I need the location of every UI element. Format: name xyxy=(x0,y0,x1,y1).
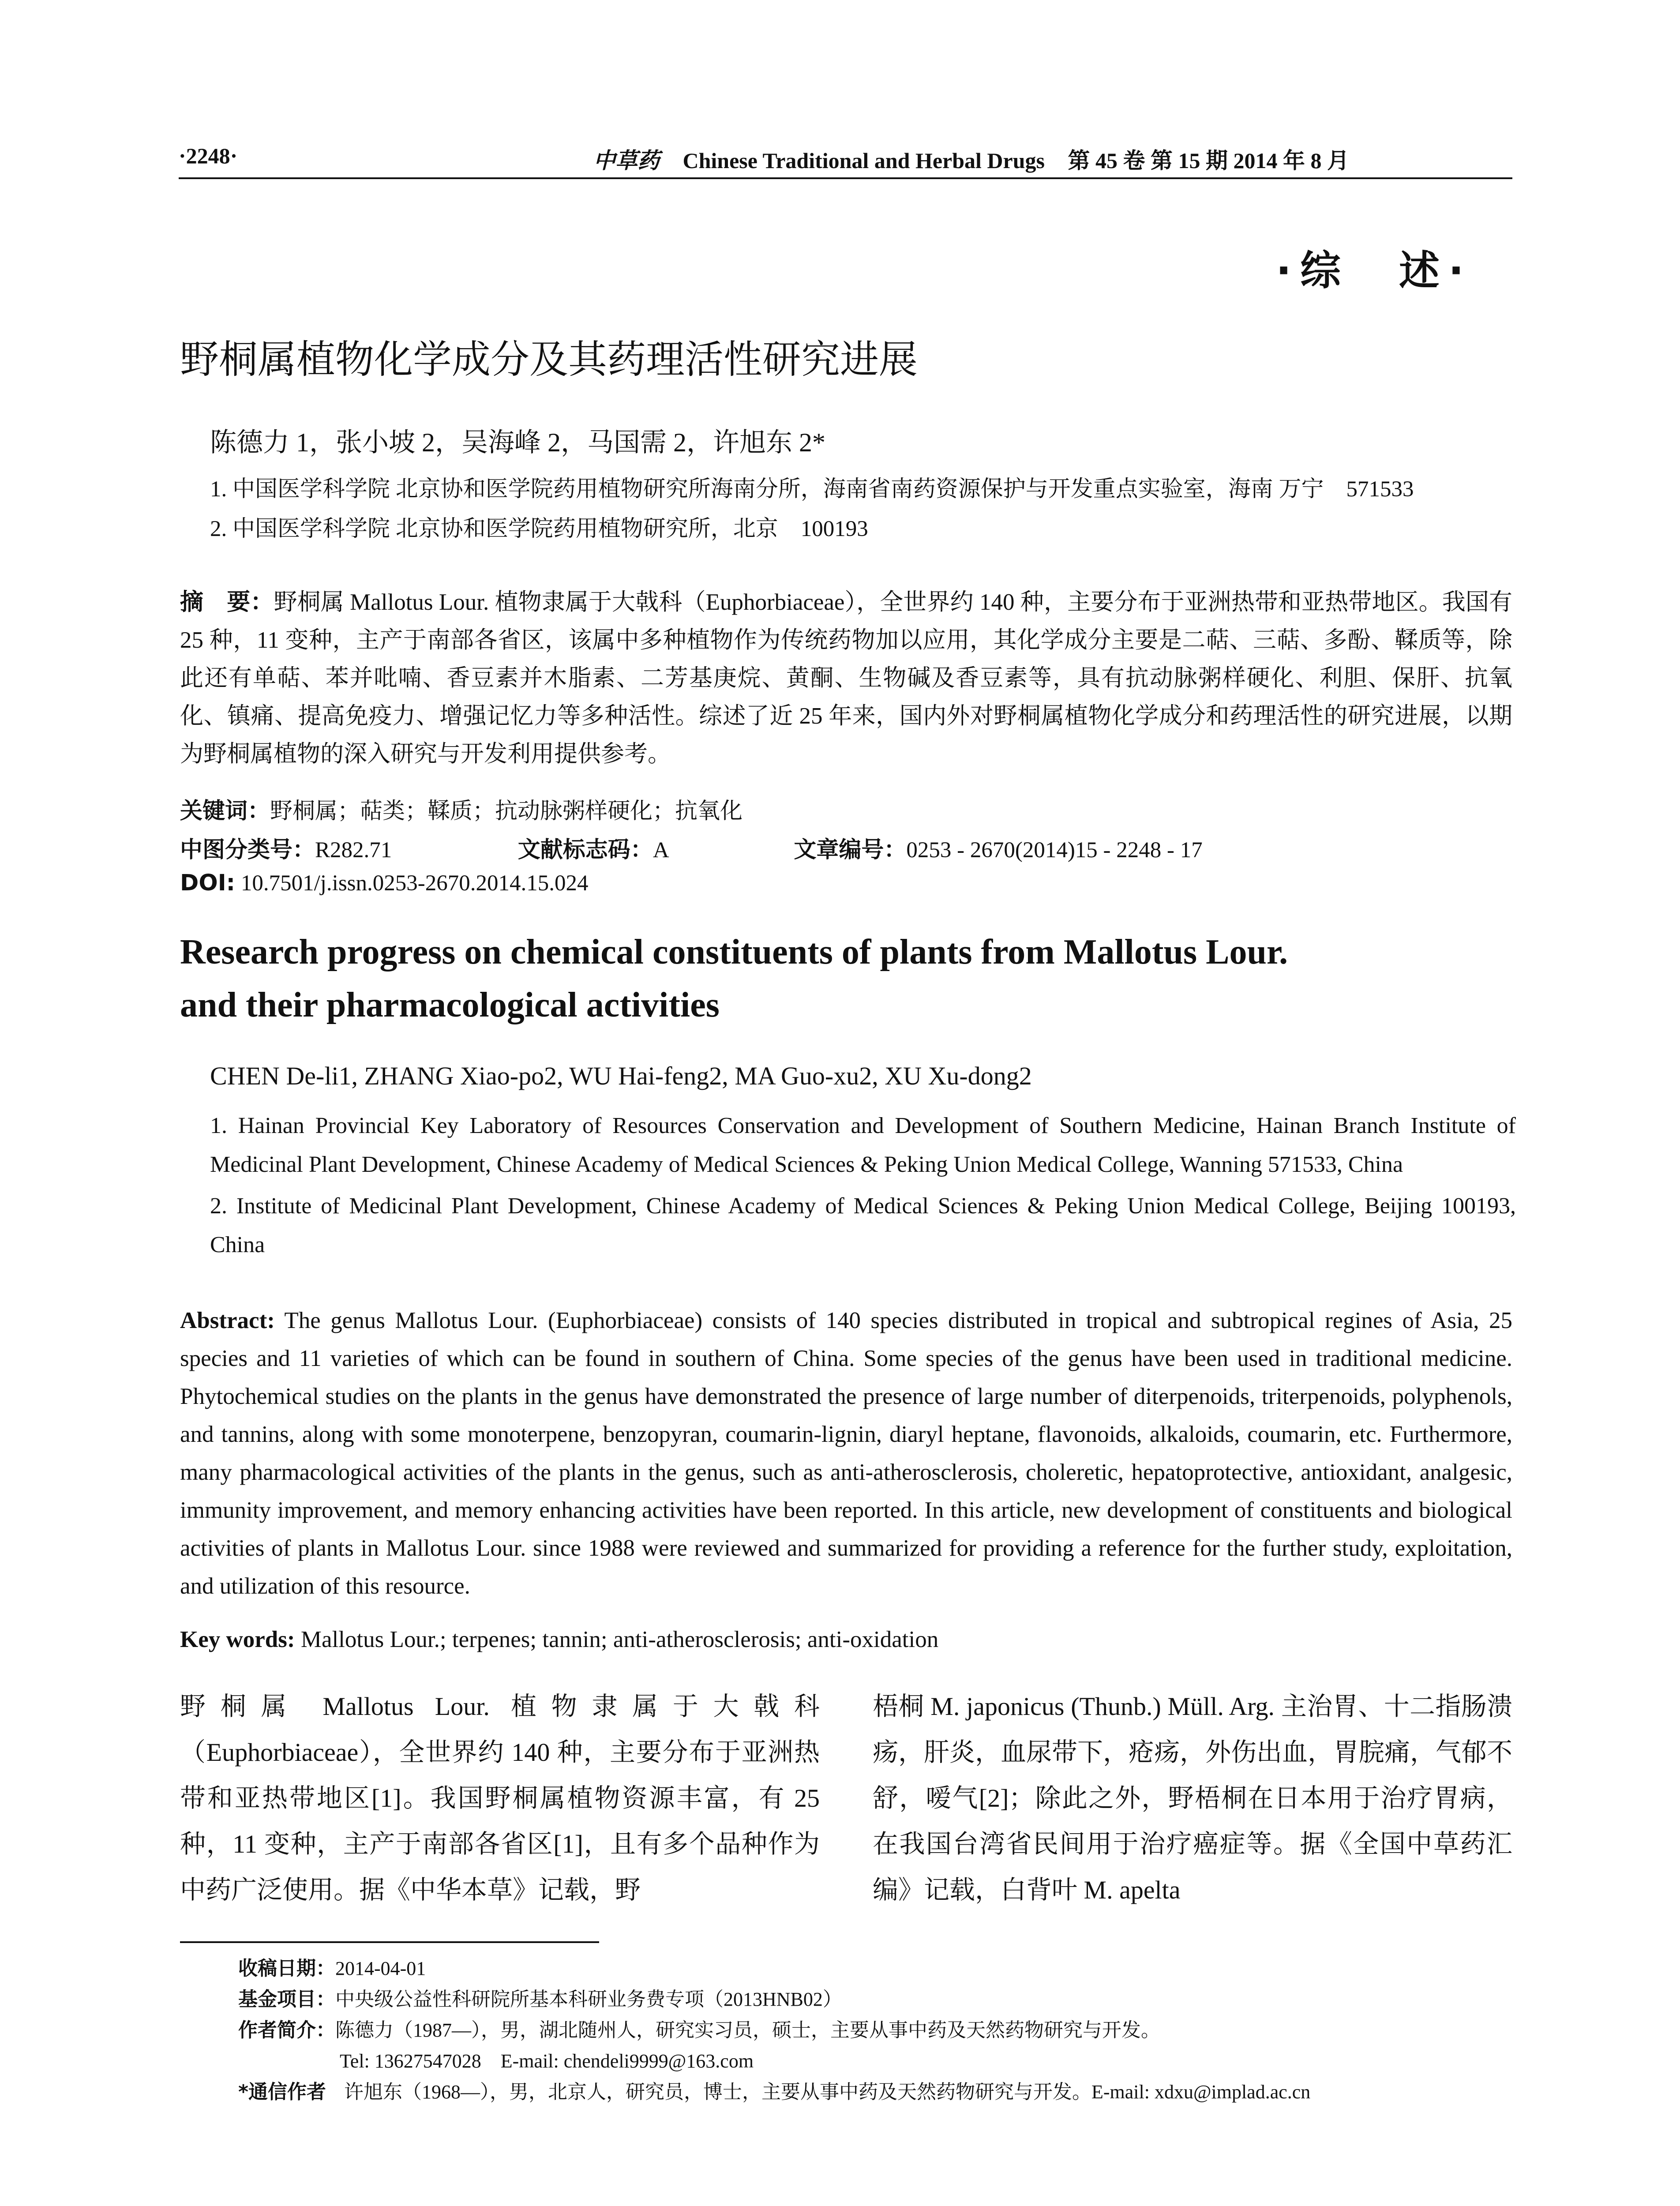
doi-label: DOI: xyxy=(180,870,236,896)
journal-name-cn: 中草药 xyxy=(593,148,660,173)
keywords-cn xyxy=(180,792,742,825)
clc-label: 中图分类号： xyxy=(180,837,315,863)
article-no-value: 0253 - 2670(2014)15 - 2248 - 17 xyxy=(906,838,1203,863)
doc-code-label: 文献标志码： xyxy=(518,837,653,863)
article-no-label: 文章编号： xyxy=(794,837,907,863)
received-label: 收稿日期： xyxy=(238,1957,335,1980)
abstract-cn-label: 摘 要： xyxy=(180,589,274,615)
footnote-contact: Tel: 13627547028 E-mail: chendeli9999@163.com xyxy=(340,2050,754,2072)
affiliation-cn-2: 2. 中国医学科学院 北京协和医学院药用植物研究所，北京 100193 xyxy=(210,517,868,541)
journal-info xyxy=(593,143,1349,175)
classification-row xyxy=(180,831,1203,864)
body-column-left: 野桐属 Mallotus Lour. 植物隶属于大戟科（Euphorbiaceae），全世界约 140 种，主要分布于亚洲热带和亚热带地区[1]。我国野桐属植物资源丰富，有 25 种，11 变种，主产于南部各省区[1]，且有多个品种作为中药广泛使用。据《中华本草》记载，野 xyxy=(180,1692,820,1904)
abstract-en xyxy=(180,1302,1512,1605)
footnote-divider xyxy=(180,1941,599,1943)
abstract-en-label: Abstract: xyxy=(180,1308,275,1333)
clc-value: R282.71 xyxy=(315,838,392,863)
authors-en: CHEN De-li1, ZHANG Xiao-po2, WU Hai-feng2, MA Guo-xu2, XU Xu-dong2 xyxy=(210,1062,1032,1090)
keywords-cn-text: 野桐属；萜类；鞣质；抗动脉粥样硬化；抗氧化 xyxy=(270,799,743,824)
section-label: ·综 述· xyxy=(1276,247,1473,294)
footnote-fund xyxy=(238,1983,842,2011)
corresponding-text: 许旭东（1968—），男，北京人，研究员，博士，主要从事中药及天然药物研究与开发。E-mail: xdxu@implad.ac.cn xyxy=(344,2081,1311,2103)
footnote-received xyxy=(238,1952,426,1981)
affiliation-en-2: 2. Institute of Medicinal Plant Development, Chinese Academy of Medical Sciences & Peking Union Medical College, Beijing 100193, China xyxy=(210,1193,1516,1257)
authors-cn: 陈德力 1，张小坡 2，吴海峰 2，马国需 2，许旭东 2* xyxy=(210,428,825,457)
title-cn: 野桐属植物化学成分及其药理活性研究进展 xyxy=(180,337,918,382)
corresponding-label: *通信作者 xyxy=(238,2081,326,2103)
affiliation-en-1: 1. Hainan Provincial Key Laboratory of Resources Conservation and Development of Southern Medicine, Hainan Branch Institute of Medicinal Plant Development, Chinese Academy of Medical Sciences & Peking Union Medical College, Wanning 571533, China xyxy=(210,1113,1516,1177)
author-bio-label: 作者简介： xyxy=(238,2019,335,2041)
running-header xyxy=(179,140,1512,179)
fund-label: 基金项目： xyxy=(238,1988,335,2011)
keywords-en-label: Key words: xyxy=(180,1627,295,1652)
doc-code-value: A xyxy=(652,838,668,863)
affiliation-cn-1: 1. 中国医学科学院 北京协和医学院药用植物研究所海南分所，海南省南药资源保护与开发重点实验室，海南 万宁 571533 xyxy=(210,477,1414,502)
title-en xyxy=(180,926,1512,1032)
keywords-en-text: Mallotus Lour.; terpenes; tannin; anti-atherosclerosis; anti-oxidation xyxy=(300,1627,939,1652)
page-number: ·2248· xyxy=(179,143,238,168)
issue-info: 第 45 卷 第 15 期 2014 年 8 月 xyxy=(1068,148,1349,173)
abstract-cn-text: 野桐属 Mallotus Lour. 植物隶属于大戟科（Euphorbiaceae），全世界约 140 种，主要分布于亚洲热带和亚热带地区。我国有 25 种，11 变种，主产于南部各省区，该属中多种植物作为传统药物加以应用，其化学成分主要是二萜、三萜、多酚、鞣质等，除此还有单萜、苯并吡喃、香豆素并木脂素、二芳基庚烷、黄酮、生物碱及香豆素等，具有抗动脉粥样硬化、利胆、保肝、抗氧化、镇痛、提高免疫力、增强记忆力等多种活性。综述了近 25 年来，国内外对野桐属植物化学成分和药理活性的研究进展，以期为野桐属植物的深入研究与开发利用提供参考。 xyxy=(180,589,1513,767)
abstract-en-text: The genus Mallotus Lour. (Euphorbiaceae) consists of 140 species distributed in tropical and subtropical regines of Asia, 25 species and 11 varieties of which can be found in southern of China. Some species of the genus have been used in traditional medicine. Phytochemical studies on the plants in the genus have demonstrated the presence of large number of diterpenoids, triterpenoids, polyphenols, and tannins, along with some monoterpene, benzopyran, coumarin-lignin, diaryl heptane, flavonoids, alkaloids, coumarin, etc. Furthermore, many pharmacological activities of the plants in the genus, such as anti-atherosclerosis, choleretic, hepatoprotective, antioxidant, analgesic, immunity improvement, and memory enhancing activities have been reported. In this article, new development of constituents and biological activities of plants in Mallotus Lour. since 1988 were reviewed and summarized for providing a reference for the further study, exploitation, and utilization of this resource. xyxy=(180,1308,1512,1599)
title-en-line-2: and their pharmacological activities xyxy=(180,986,720,1024)
keywords-en xyxy=(180,1626,938,1653)
body-column-right: 梧桐 M. japonicus (Thunb.) Müll. Arg. 主治胃、十二指肠溃疡，肝炎，血尿带下，疮疡，外伤出血，胃脘痛，气郁不舒，嗳气[2]；除此之外，野梧桐在日本用于治疗胃病，在我国台湾省民间用于治疗癌症等。据《全国中草药汇编》记载，白背叶 M. apelta xyxy=(873,1692,1513,1904)
title-en-line-1: Research progress on chemical constituents of plants from Mallotus Lour. xyxy=(180,933,1288,972)
footnote-corresponding xyxy=(238,2076,1310,2104)
fund-text: 中央级公益性科研院所基本科研业务费专项（2013HNB02） xyxy=(335,1988,842,2010)
author-bio-text: 陈德力（1987—），男，湖北随州人，研究实习员，硕士，主要从事中药及天然药物研究与开发。 xyxy=(335,2019,1160,2041)
received-date: 2014-04-01 xyxy=(335,1958,426,1979)
doi-link[interactable]: 10.7501/j.issn.0253-2670.2014.15.024 xyxy=(240,871,589,896)
journal-name-en: Chinese Traditional and Herbal Drugs xyxy=(682,148,1045,173)
footnote-author xyxy=(238,2014,1160,2042)
doi-row xyxy=(180,870,589,896)
keywords-cn-label: 关键词： xyxy=(180,798,270,824)
abstract-cn xyxy=(180,583,1512,773)
